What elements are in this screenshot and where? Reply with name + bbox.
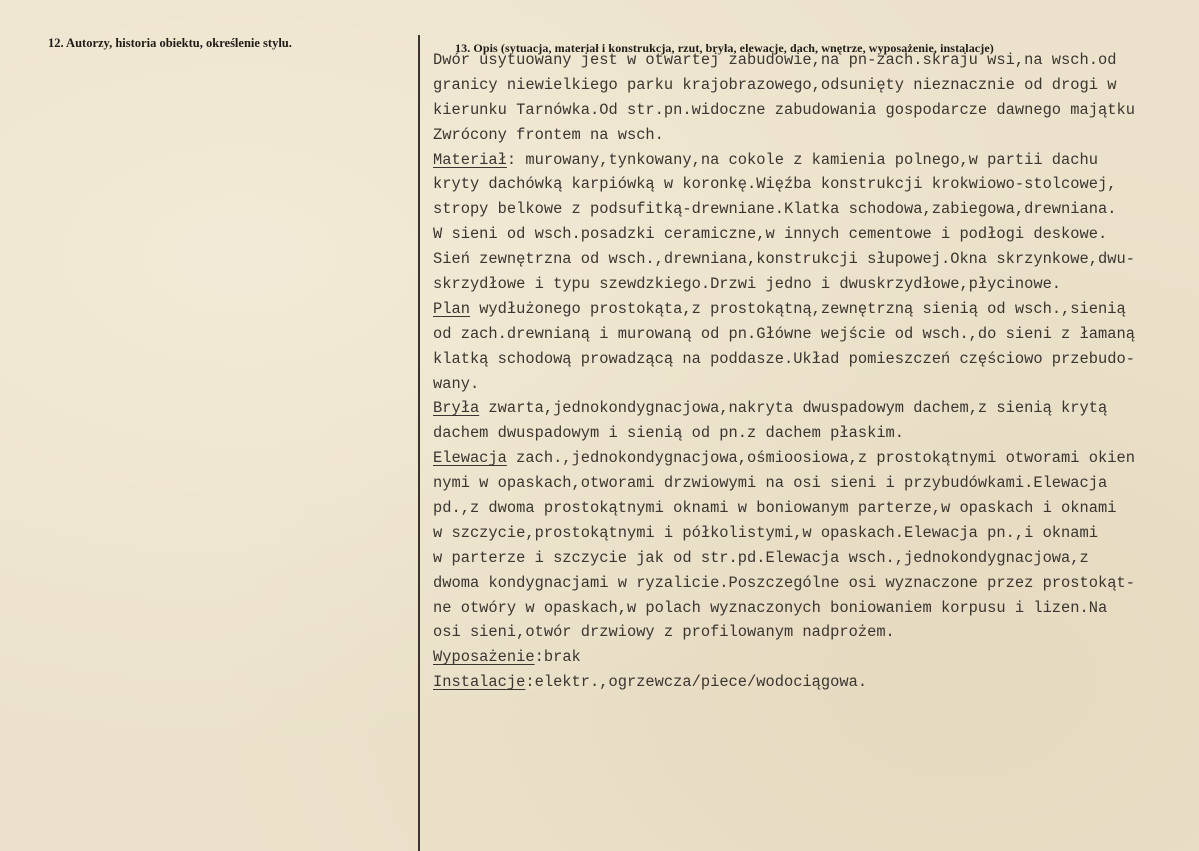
line-text: : murowany,tynkowany,na cokole z kamienia polnego,w partii dachu <box>506 150 1098 169</box>
column-divider <box>418 35 420 851</box>
description-line <box>433 123 1193 148</box>
section-13-header: 13. Opis (sytuacja, materiał i konstrukcja, rzut, bryła, elewacje, dach, wnętrze, wyposażenie, instalacje) <box>455 41 994 55</box>
description-line <box>433 98 1193 123</box>
description-line <box>433 73 1193 98</box>
description-line <box>433 620 1193 645</box>
description-line <box>433 172 1193 197</box>
description-line <box>433 222 1193 247</box>
section-label: Wyposażenie <box>433 648 535 667</box>
line-text: skrzydłowe i typu szewdzkiego.Drzwi jedno i dwuskrzydłowe,płycinowe. <box>433 275 1062 294</box>
line-text: zach.,jednokondygnacjowa,ośmioosiowa,z prostokątnymi otworami okien <box>506 449 1135 468</box>
description-line <box>433 396 1193 421</box>
description-line <box>433 272 1193 297</box>
description-line <box>433 546 1193 571</box>
line-text: Sień zewnętrzna od wsch.,drewniana,konstrukcji słupowej.Okna skrzynkowe,dwu- <box>433 250 1135 269</box>
description-line <box>433 48 1193 73</box>
line-text: wydłużonego prostokąta,z prostokątną,zewnętrzną sienią od wsch.,sienią <box>469 299 1126 318</box>
description-line <box>433 421 1193 446</box>
line-text: dwoma kondygnacjami w ryzalicie.Poszczególne osi wyznaczone przez prostokąt- <box>433 573 1135 592</box>
section-label: Plan <box>433 299 470 318</box>
description-line <box>433 446 1193 471</box>
description-line <box>433 571 1193 596</box>
description-line <box>433 496 1193 521</box>
section-label: Instalacje <box>433 673 526 692</box>
description-line <box>433 471 1193 496</box>
line-text: kierunku Tarnówka.Od str.pn.widoczne zabudowania gospodarcze dawnego majątku <box>433 100 1135 119</box>
line-text: wany. <box>433 374 480 393</box>
description-line <box>433 247 1193 272</box>
line-text: zwarta,jednokondygnacjowa,nakryta dwuspadowym dachem,z sienią krytą <box>479 399 1108 418</box>
line-text: stropy belkowe z podsufitką-drewniane.Klatka schodowa,zabiegowa,drewniana. <box>433 200 1117 219</box>
line-text: dachem dwuspadowym i sienią od pn.z dachem płaskim. <box>433 424 905 443</box>
line-text: :brak <box>534 648 581 667</box>
line-text: granicy niewielkiego parku krajobrazowego,odsunięty nieznacznie od drogi w <box>433 75 1117 94</box>
description-line <box>433 347 1193 372</box>
description-line <box>433 521 1193 546</box>
description-line <box>433 148 1193 173</box>
line-text: od zach.drewnianą i murowaną od pn.Główne wejście od wsch.,do sieni z łamaną <box>433 324 1135 343</box>
description-line <box>433 297 1193 322</box>
line-text: ne otwóry w opaskach,w polach wyznaczonych boniowaniem korpusu i lizen.Na <box>433 598 1108 617</box>
line-text: osi sieni,otwór drzwiowy z profilowanym nadprożem. <box>433 623 895 642</box>
section-label: Materiał <box>433 150 507 169</box>
description-line <box>433 596 1193 621</box>
section-12-header: 12. Autorzy, historia obiektu, określenie stylu. <box>48 36 292 50</box>
line-text: :elektr.,ogrzewcza/piece/wodociągowa. <box>525 673 868 692</box>
line-text: Zwrócony frontem na wsch. <box>433 125 664 144</box>
section-label: Elewacja <box>433 449 507 468</box>
description-line <box>433 322 1193 347</box>
line-text: pd.,z dwoma prostokątnymi oknami w boniowanym parterze,w opaskach i oknami <box>433 499 1117 518</box>
description-line <box>433 670 1193 695</box>
line-text: w parterze i szczycie jak od str.pd.Elewacja wsch.,jednokondygnacjowa,z <box>433 548 1089 567</box>
description-line <box>433 197 1193 222</box>
line-text: Dwór usytuowany jest w otwartej zabudowie,na pn-zach.skraju wsi,na wsch.od <box>433 51 1117 69</box>
description-text <box>433 48 1193 695</box>
line-text: w szczycie,prostokątnymi i półkolistymi,w opaskach.Elewacja pn.,i oknami <box>433 523 1098 542</box>
description-line <box>433 372 1193 397</box>
description-line <box>433 645 1193 670</box>
line-text: kryty dachówką karpiówką w koronkę.Więźba konstrukcji krokwiowo-stolcowej, <box>433 175 1117 194</box>
line-text: klatką schodową prowadzącą na poddasze.Układ pomieszczeń częściowo przebudo- <box>433 349 1135 368</box>
line-text: nymi w opaskach,otworami drzwiowymi na osi sieni i przybudówkami.Elewacja <box>433 474 1108 493</box>
line-text: W sieni od wsch.posadzki ceramiczne,w innych cementowe i podłogi deskowe. <box>433 225 1108 244</box>
section-label: Bryła <box>433 399 480 418</box>
